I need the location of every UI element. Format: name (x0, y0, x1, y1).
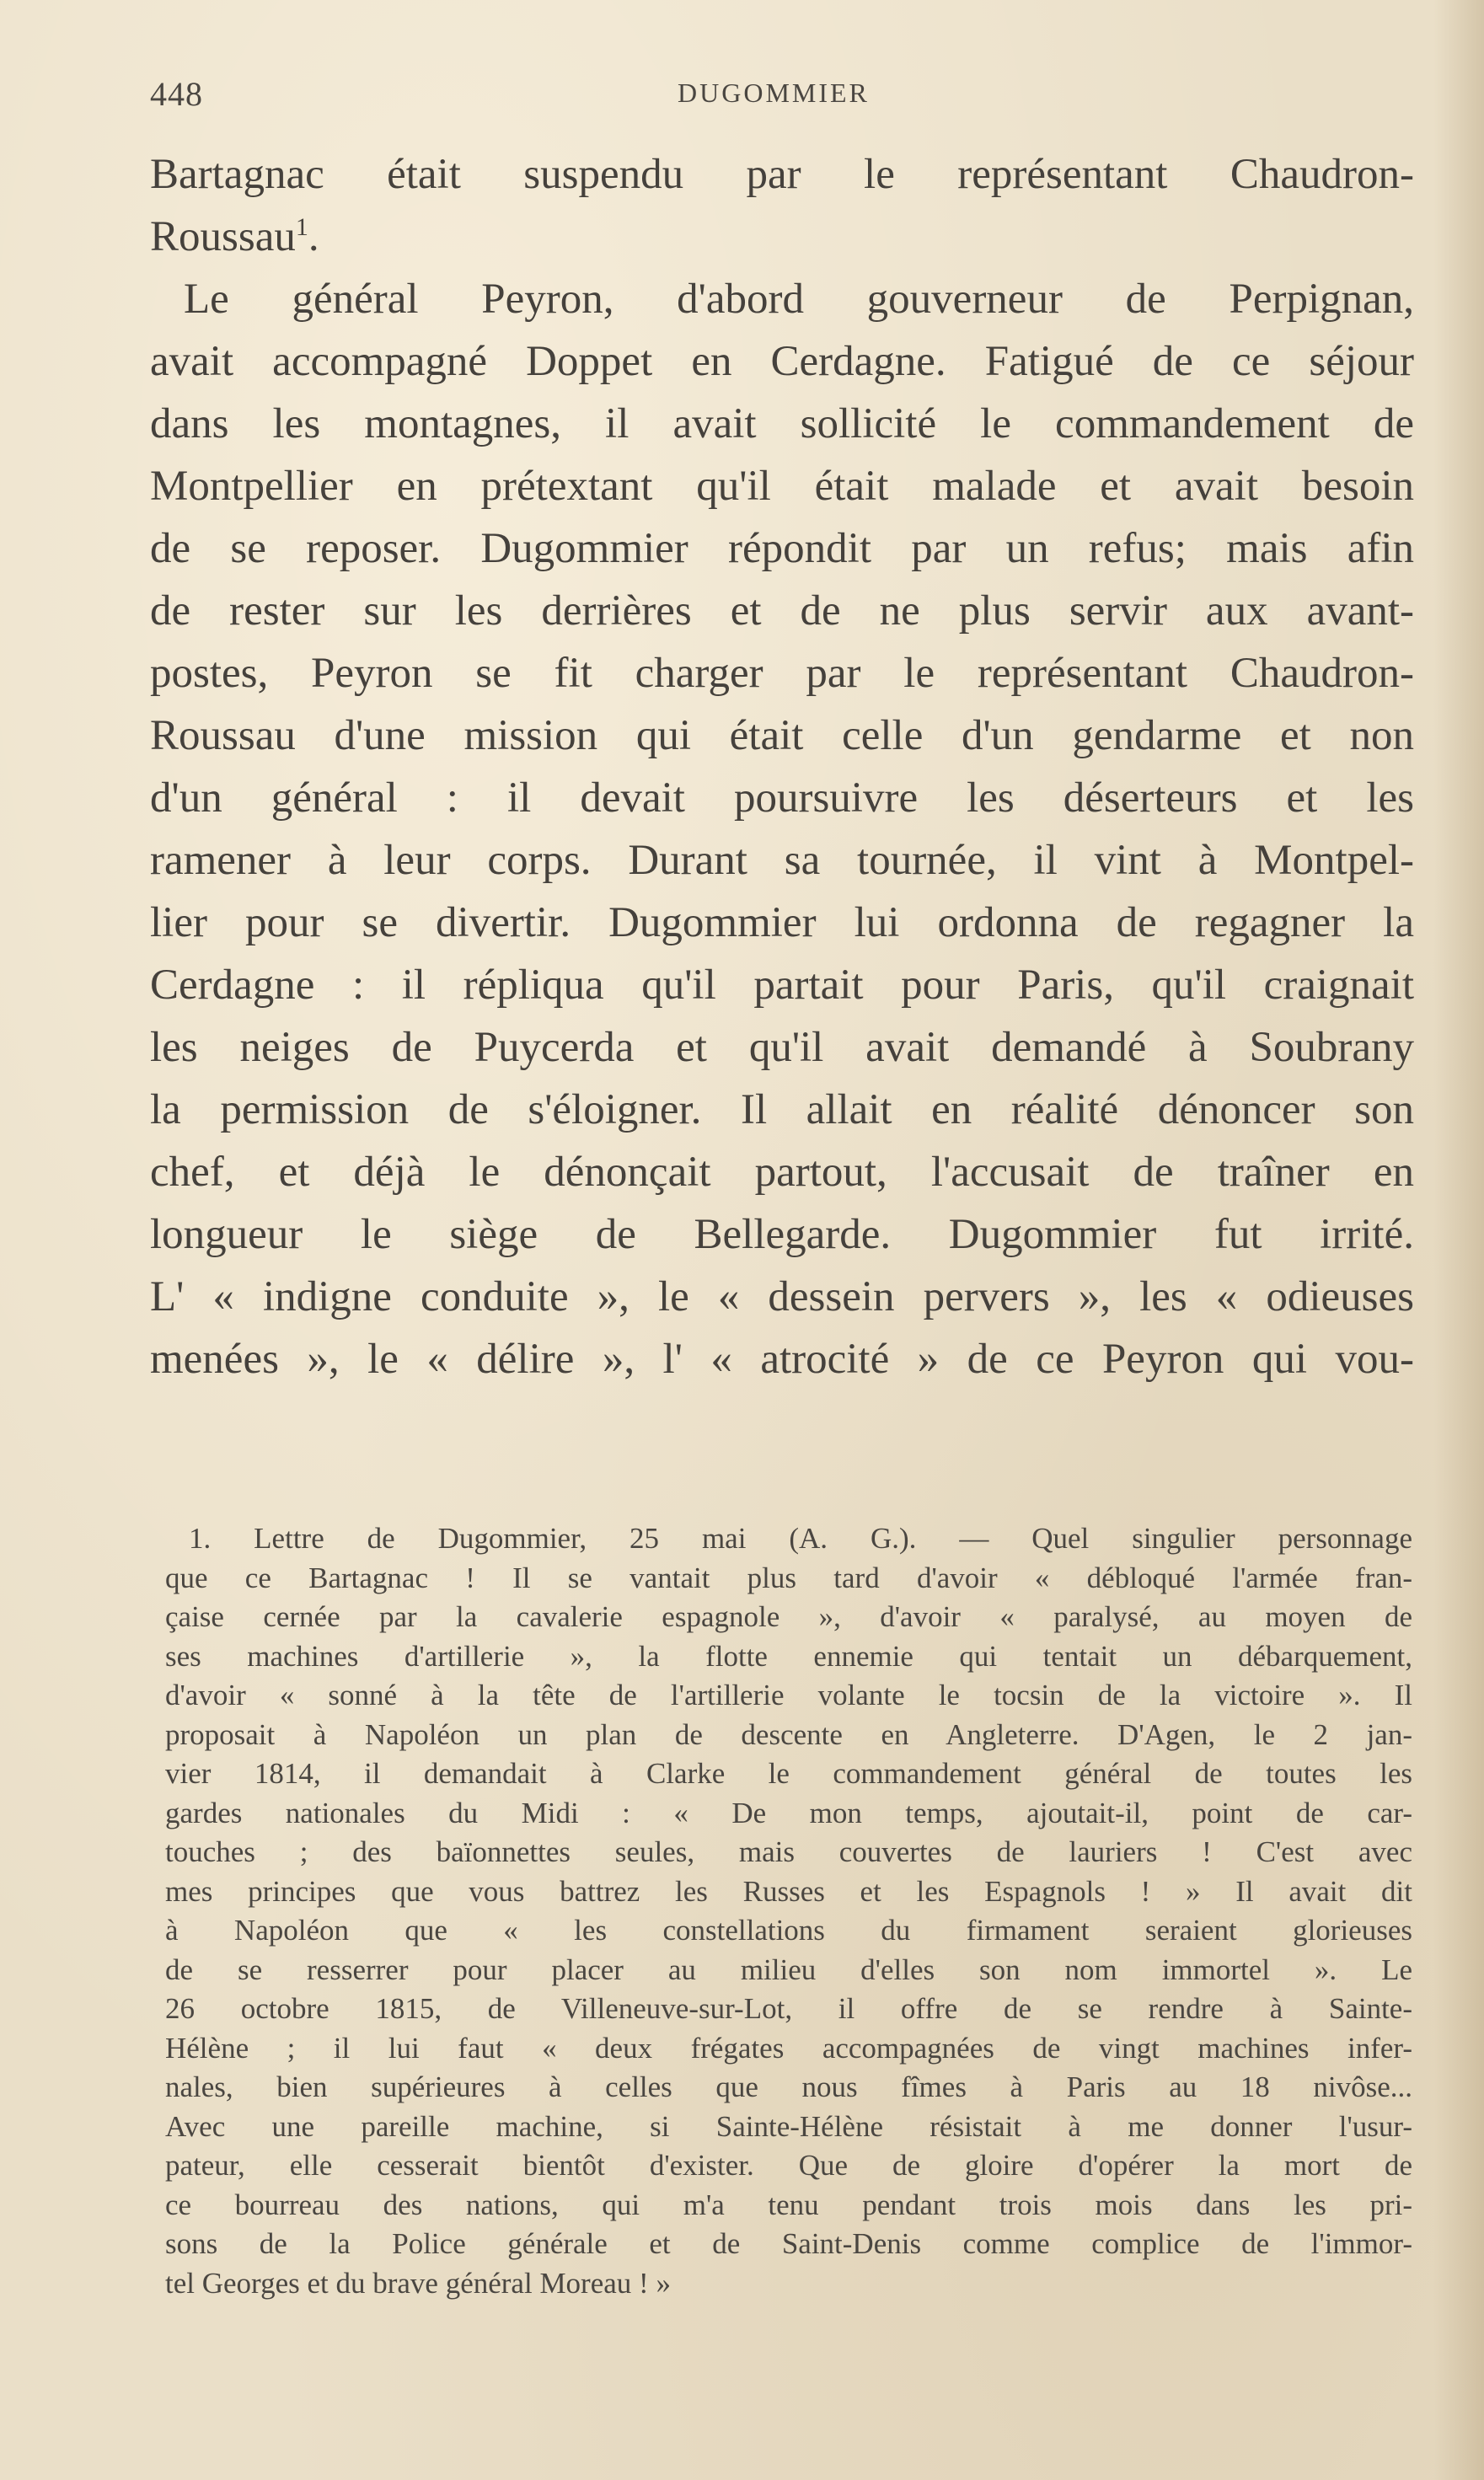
footnote-line-6: proposait à Napoléon un plan de descente en Angleterre. D'Agen, le 2 jan- (165, 1717, 1412, 1751)
footnote-line-3: çaise cernée par la cavalerie espagnole », d'avoir « paralysé, au moyen de (165, 1600, 1412, 1633)
footnote-line-4: ses machines d'artillerie », la flotte ennemie qui tentait un débarquement, (165, 1639, 1412, 1673)
body-line-1: Bartagnac était suspendu par le représentant Chaudron- (150, 151, 1414, 198)
footnote-line-2: que ce Bartagnac ! Il se vantait plus tard d'avoir « débloqué l'armée fran- (165, 1561, 1412, 1594)
body-line-19: L' « indigne conduite », le « dessein pervers », les « odieuses (150, 1273, 1414, 1320)
body-line-14: Cerdagne : il répliqua qu'il partait pour Paris, qu'il craignait (150, 961, 1414, 1009)
running-head (150, 74, 1406, 116)
footnotes (165, 1519, 1412, 2303)
body-line-17: chef, et déjà le dénonçait partout, l'accusait de traîner en (150, 1149, 1414, 1196)
body-line-16: la permission de s'éloigner. Il allait en réalité dénoncer son (150, 1086, 1414, 1133)
footnote-line-15: nales, bien supérieures à celles que nous fîmes à Paris au 18 nivôse... (165, 2070, 1412, 2103)
footnote-line-13: 26 octobre 1815, de Villeneuve-sur-Lot, il offre de se rendre à Sainte- (165, 1992, 1412, 2025)
footnote-line-10: mes principes que vous battrez les Russes et les Espagnols ! » Il avait dit (165, 1874, 1412, 1908)
body-line-3: Le général Peyron, d'abord gouverneur de Perpignan, (184, 276, 1414, 323)
body-line-7: de se reposer. Dugommier répondit par un refus; mais afin (150, 525, 1414, 572)
body-line-20: menées », le « délire », l' « atrocité » de ce Peyron qui vou- (150, 1336, 1414, 1383)
page-edge-shadow (1433, 0, 1484, 2480)
footnote-line-20: tel Georges et du brave général Moreau ! » (165, 2266, 671, 2300)
body-line-5: dans les montagnes, il avait sollicité le commandement de (150, 400, 1414, 447)
body-line-15: les neiges de Puycerda et qu'il avait demandé à Soubrany (150, 1024, 1414, 1071)
page-number: 448 (150, 75, 203, 113)
body-line-2-text: Roussau (150, 213, 296, 260)
footnote-line-1: 1. Lettre de Dugommier, 25 mai (A. G.). — Quel singulier personnage (189, 1522, 1412, 1555)
footnote-reference: 1 (295, 213, 308, 241)
footnote-line-14: Hélène ; il lui faut « deux frégates accompagnées de vingt machines infer- (165, 2031, 1412, 2065)
body-line-18: longueur le siège de Bellegarde. Dugommier fut irrité. (150, 1211, 1414, 1258)
body-line-2: Roussau$^1$. (150, 213, 319, 260)
body-line-8: de rester sur les derrières et de ne plus servir aux avant- (150, 587, 1414, 635)
footnote-line-5: d'avoir « sonné à la tête de l'artillerie volante le tocsin de la victoire ». Il (165, 1679, 1412, 1711)
body-line-9: postes, Peyron se fit charger par le représentant Chaudron- (150, 650, 1414, 697)
body-line-10: Roussau d'une mission qui était celle d'un gendarme et non (150, 712, 1414, 759)
body-line-4: avait accompagné Doppet en Cerdagne. Fatigué de ce séjour (150, 338, 1414, 385)
footnote-line-9: touches ; des baïonnettes seules, mais couvertes de lauriers ! C'est avec (165, 1835, 1412, 1868)
body-line-13: lier pour se divertir. Dugommier lui ordonna de regagner la (150, 899, 1414, 946)
footnote-line-17: pateur, elle cesserait bientôt d'exister. Que de gloire d'opérer la mort de (165, 2149, 1412, 2182)
body-line-12: ramener à leur corps. Durant sa tournée, il vint à Montpel- (150, 837, 1414, 884)
footnote-line-7: vier 1814, il demandait à Clarke le commandement général de toutes les (165, 1757, 1412, 1790)
footnote-line-19: sons de la Police générale et de Saint-Denis comme complice de l'immor- (165, 2227, 1412, 2260)
footnote-line-16: Avec une pareille machine, si Sainte-Hélène résistait à me donner l'usur- (165, 2109, 1412, 2143)
body-line-6: Montpellier en prétextant qu'il était malade et avait besoin (150, 463, 1414, 510)
running-title: DUGOMMIER (678, 78, 870, 108)
body-text (150, 143, 1414, 1390)
footnote-line-11: à Napoléon que « les constellations du firmament seraient glorieuses (165, 1914, 1412, 1947)
body-line-11: d'un général : il devait poursuivre les déserteurs et les (150, 774, 1414, 822)
footnote-line-8: gardes nationales du Midi : « De mon temps, ajoutait-il, point de car- (165, 1796, 1412, 1829)
footnote-line-12: de se resserrer pour placer au milieu d'elles son nom immortel ». Le (165, 1952, 1412, 1986)
footnote-line-18: ce bourreau des nations, qui m'a tenu pendant trois mois dans les pri- (165, 2188, 1412, 2221)
